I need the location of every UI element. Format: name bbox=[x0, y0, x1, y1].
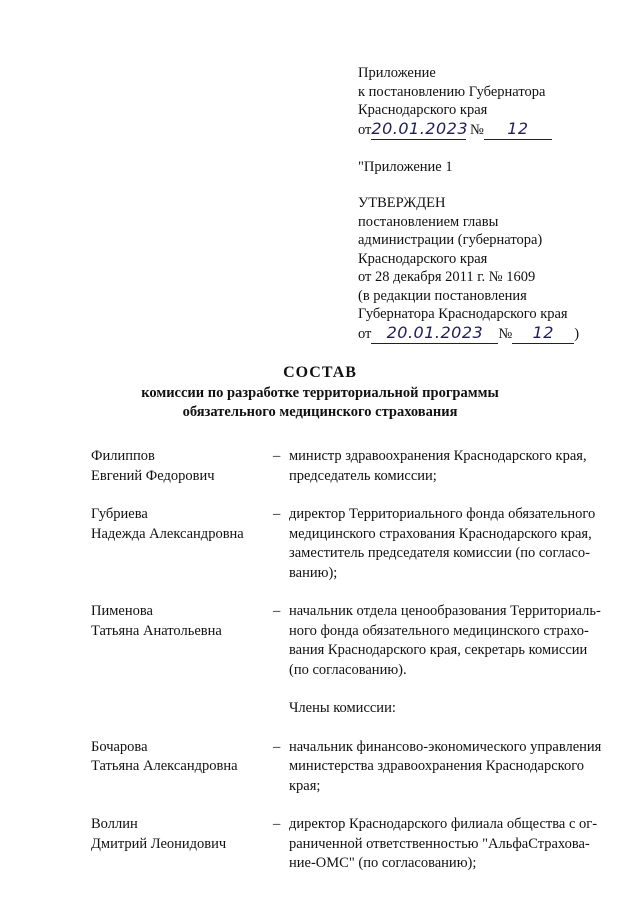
member-description: начальник отдела ценообразования Территориаль- ного фонда обязательного медицинского страхо- вания Краснодарского края, секретарь комиссии (по согласованию). bbox=[289, 603, 601, 678]
approved-date-line bbox=[358, 324, 579, 344]
member-name: Воллин Дмитрий Леонидович bbox=[91, 816, 227, 852]
dash: – bbox=[273, 448, 281, 464]
handwritten-number: 12 bbox=[532, 322, 554, 342]
member-row bbox=[91, 505, 631, 583]
handwritten-number: 12 bbox=[507, 118, 529, 138]
member-description: директор Территориального фонда обязательного медицинского страхования Краснодарского края, заместитель председателя комиссии (по согласо- ванию); bbox=[289, 506, 596, 581]
date-field bbox=[371, 118, 469, 140]
from-label: от bbox=[358, 121, 372, 138]
handwritten-date: 20.01.2023 bbox=[371, 118, 469, 138]
dash: – bbox=[273, 506, 281, 522]
dash: – bbox=[273, 603, 281, 619]
member-name: Пименова Татьяна Анатольевна bbox=[91, 603, 222, 639]
member-description: начальник финансово-экономического управления министерства здравоохранения Краснодарского края; bbox=[289, 738, 602, 794]
member-row bbox=[91, 602, 631, 680]
dash: – bbox=[273, 738, 281, 755]
from-label: от bbox=[358, 325, 372, 342]
approved-label: УТВЕРЖДЕН bbox=[358, 195, 446, 211]
member-name: Филиппов Евгений Федорович bbox=[91, 448, 215, 484]
handwritten-date: 20.01.2023 bbox=[386, 322, 484, 342]
appendix-header bbox=[358, 64, 579, 344]
approved-line: постановлением главы bbox=[358, 213, 499, 230]
member-row bbox=[91, 738, 631, 797]
approved-line: Краснодарского края bbox=[358, 250, 488, 267]
member-row bbox=[91, 815, 631, 874]
member-description: директор Краснодарского филиала общества с ог- раниченной ответственностью "АльфаСтрахова- ние-ОМС" (по согласованию); bbox=[289, 816, 598, 871]
number-label: № bbox=[470, 121, 484, 138]
member-name: Бочарова Татьяна Александровна bbox=[91, 738, 238, 774]
close-paren: ) bbox=[574, 325, 580, 342]
number-field bbox=[512, 324, 574, 344]
members-list bbox=[91, 447, 631, 874]
appendix-line: Краснодарского края bbox=[358, 102, 488, 118]
quoted-appendix: "Приложение 1 bbox=[358, 158, 453, 175]
title-main: СОСТАВ bbox=[283, 364, 357, 381]
title-sub: комиссии по разработке территориальной программы bbox=[141, 385, 499, 401]
approved-line: от 28 декабря 2011 г. № 1609 bbox=[358, 269, 536, 285]
date-field bbox=[371, 324, 498, 344]
number-label: № bbox=[498, 325, 513, 342]
appendix-line: Приложение bbox=[358, 65, 436, 81]
approved-line: (в редакции постановления bbox=[358, 287, 527, 304]
title-sub: обязательного медицинского страхования bbox=[182, 404, 458, 420]
approved-line: администрации (губернатора) bbox=[358, 232, 543, 248]
member-name: Губриева Надежда Александровна bbox=[91, 506, 244, 542]
dash: – bbox=[273, 816, 281, 832]
document-title bbox=[0, 362, 640, 422]
members-heading: Члены комиссии: bbox=[289, 700, 396, 716]
approved-line: Губернатора Краснодарского края bbox=[358, 306, 568, 322]
member-row bbox=[91, 447, 631, 486]
appendix-line: к постановлению Губернатора bbox=[358, 83, 546, 100]
member-description: министр здравоохранения Краснодарского края, председатель комиссии; bbox=[289, 448, 587, 484]
number-field bbox=[484, 120, 552, 140]
appendix-date-line bbox=[358, 120, 579, 140]
